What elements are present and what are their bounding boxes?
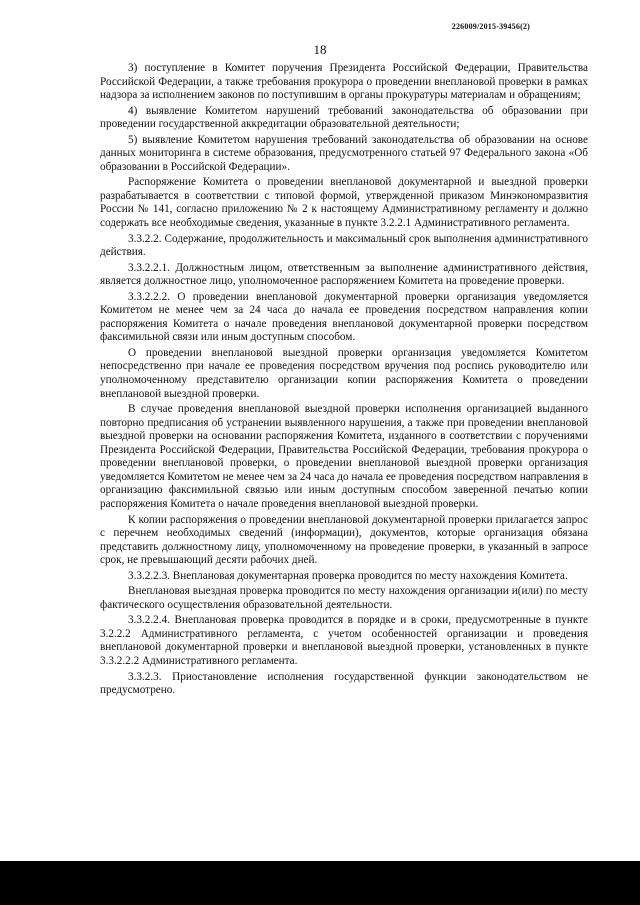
paragraph: 3.3.2.2. Содержание, продолжительность и максимальный срок выполнения административного действия.: [100, 232, 588, 259]
paragraph: 5) выявление Комитетом нарушения требований законодательства об образовании на основе данных мониторинга в системе образования, предусмотренного статьей 97 Федерального закона «Об образовании в Российской Федерации».: [100, 133, 588, 173]
document-body: [100, 62, 588, 700]
paragraph: О проведении внеплановой выездной проверки организация уведомляется Комитетом непосредственно при начале ее проведения посредством вручения под роспись руководителю или уполномоченному представителю организации копии распоряжения Комитета о проведении внеплановой выездной проверки.: [100, 346, 588, 400]
scan-bottom-border: [0, 861, 640, 905]
page-number: 18: [313, 42, 327, 57]
paragraph: В случае проведения внеплановой выездной проверки исполнения организацией выданного повторно предписания об устранении выявленного нарушения, а также при проведении внеплановой выездной проверки на основании распоряжения Комитета, изданного в соответствии с поручениями Президента Российской Федерации, Правительства Российской Федерации, требования прокурора о проведении внеплановой проверки, о проведении внеплановой выездной проверки организация уведомляется Комитетом не менее чем за 24 часа до начала ее проведения посредством направления в организацию факсимильной связью или иным доступным способом заверенной печатью копии распоряжения Комитета о начале проведения внеплановой выездной проверки.: [100, 403, 588, 510]
paragraph: 4) выявление Комитетом нарушений требований законодательства об образовании при проведении государственной аккредитации образовательной деятельности;: [100, 104, 588, 131]
document-registration-code: 226009/2015-39456(2): [451, 22, 530, 31]
paragraph: К копии распоряжения о проведении внеплановой документарной проверки прилагается запрос с перечнем необходимых сведений (информации), документов, которые организация обязана представить должностному лицу, уполномоченному на проведение проверки, в указанный в запросе срок, не превышающий десяти рабочих дней.: [100, 513, 588, 567]
paragraph: 3.3.2.3. Приостановление исполнения государственной функции законодательством не предусмотрено.: [100, 670, 588, 697]
paragraph: 3.3.2.2.1. Должностным лицом, ответственным за выполнение административного действия, является должностное лицо, уполномоченное распоряжением Комитета на проведение проверки.: [100, 261, 588, 288]
paragraph: Внеплановая выездная проверка проводится по месту нахождения организации и(или) по месту фактического осуществления образовательной деятельности.: [100, 585, 588, 611]
paragraph: 3.3.2.2.3. Внеплановая документарная проверка проводится по месту нахождения Комитета.: [128, 569, 568, 582]
paragraph: 3.3.2.2.4. Внеплановая проверка проводится в порядке и в сроки, предусмотренные в пункте 3.2.2.2 Административного регламента, с учетом особенностей организации и проведения внеплановой документарной проверки и внеплановой выездной проверки, установленных в пункте 3.3.2.2.2 Административного регламента.: [100, 614, 588, 667]
paragraph: 3.3.2.2.2. О проведении внеплановой документарной проверки организация уведомляется Комитетом не менее чем за 24 часа до начала ее проведения посредством направления копии распоряжения Комитета о начале проведения внеплановой документарной проверки посредством факсимильной связи или иным доступным способом.: [100, 290, 588, 344]
paragraph: 3) поступление в Комитет поручения Президента Российской Федерации, Правительства Российской Федерации, а также требования прокурора о проведении внеплановой проверки в рамках надзора за исполнением законов по поступившим в органы прокуратуры материалам и обращениям;: [100, 62, 588, 102]
paragraph: Распоряжение Комитета о проведении внеплановой документарной и выездной проверки разрабатывается в соответствии с типовой формой, утвержденной приказом Минэкономразвития России № 141, согласно приложению № 2 к настоящему Административному регламенту и должно содержать все необходимые сведения, указанные в пункте 3.2.2.1 Административного регламента.: [100, 176, 588, 230]
